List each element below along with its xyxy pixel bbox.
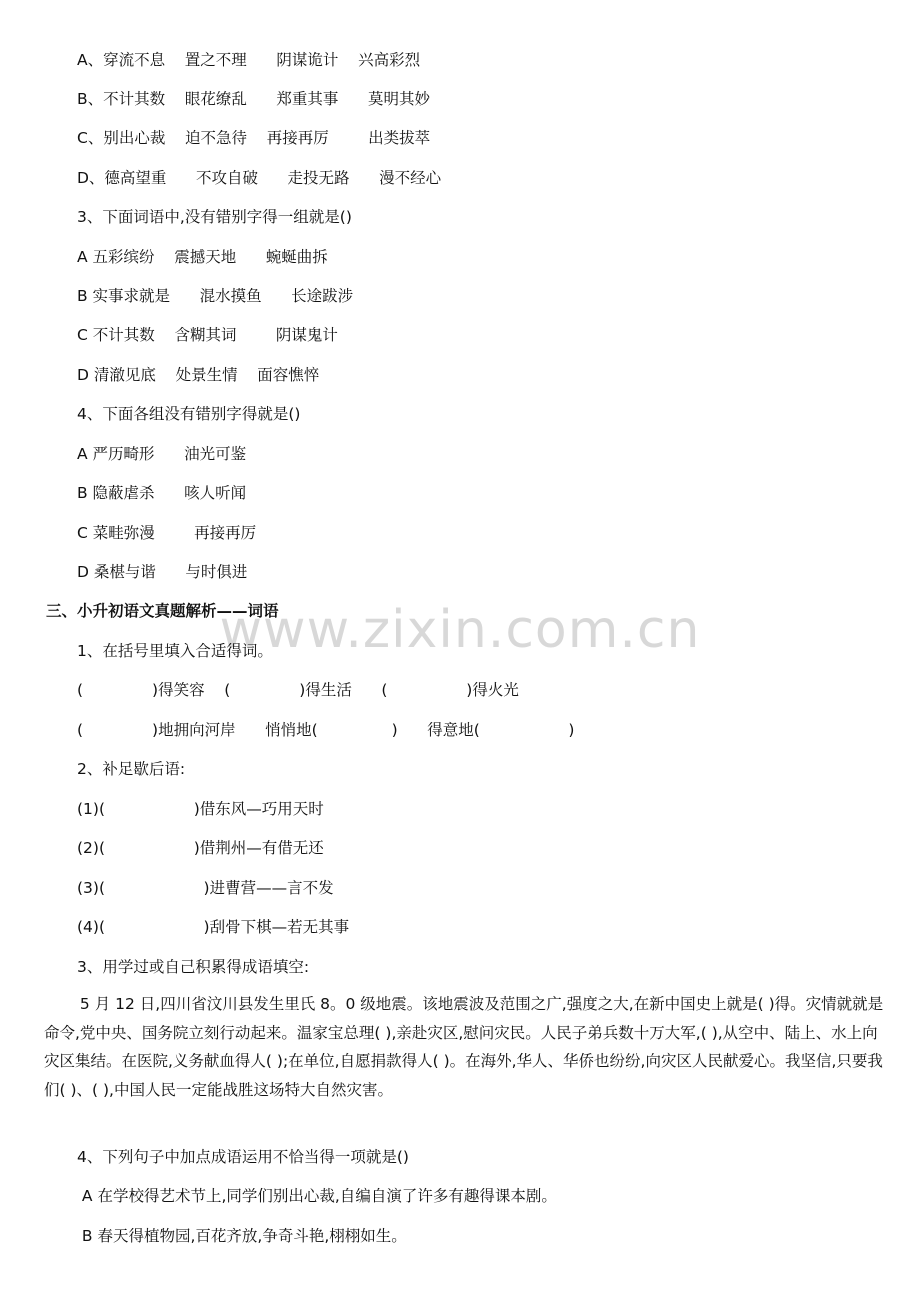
q4-option-c: C 菜畦弥漫 再接再厉: [77, 524, 257, 542]
section-heading: 三、小升初语文真题解析——词语: [46, 602, 279, 620]
q4-option-d: D 桑椹与谐 与时俱进: [77, 563, 248, 581]
instruction-1: 1、在括号里填入合适得词。: [77, 642, 273, 660]
question-3: 3、下面词语中,没有错别字得一组就是(): [77, 208, 352, 226]
instruction-3: 3、用学过或自己积累得成语填空:: [77, 958, 310, 976]
earthquake-paragraph: 5 月 12 日,四川省汶川县发生里氏 8。0 级地震。该地震波及范围之广,强度之大,在新中国史上就是( )得。灾情就就是命令,党中央、国务院立刻行动起来。温家宝总理( ),亲赴灾区,慰问灾民。人民子弟兵数十万大军,( ),从空中、陆上、水上向灾区集结。在医院,义务献血得人( );在单位,自愿捐款得人( )。在海外,华人、华侨也纷纷,向灾区人民献爱心。我坚信,只要我们( )、( ),中国人民一定能战胜这场特大自然灾害。: [44, 995, 884, 1099]
q4b-option-a: A 在学校得艺术节上,同学们别出心裁,自编自演了许多有趣得课本剧。: [77, 1187, 557, 1205]
fill-blank-row-1: ( )得笑容 ( )得生活 ( )得火光: [77, 681, 519, 699]
question-4: 4、下面各组没有错别字得就是(): [77, 405, 301, 423]
q4-option-a: A 严历畸形 油光可鉴: [77, 445, 247, 463]
xiehouyu-2: (2)( )借荆州—有借无还: [77, 839, 324, 857]
question-4b: 4、下列句子中加点成语运用不恰当得一项就是(): [77, 1148, 409, 1166]
q4-option-b: B 隐蔽虐杀 咳人听闻: [77, 484, 247, 502]
watermark: www.zixin.com.cn: [219, 600, 701, 660]
option-a-line: A、穿流不息 置之不理 阴谋诡计 兴高彩烈: [77, 51, 421, 69]
q3-option-b: B 实事求就是 混水摸鱼 长途跋涉: [77, 287, 354, 305]
option-c-line: C、别出心裁 迫不急待 再接再厉 出类拔萃: [77, 129, 431, 147]
option-d-line: D、德高望重 不攻自破 走投无路 漫不经心: [77, 169, 442, 187]
q3-option-c: C 不计其数 含糊其词 阴谋鬼计: [77, 326, 338, 344]
xiehouyu-4: (4)( )刮骨下棋—若无其事: [77, 918, 350, 936]
instruction-2: 2、补足歇后语:: [77, 760, 186, 778]
fill-blank-row-2: ( )地拥向河岸 悄悄地( ) 得意地( ): [77, 721, 575, 739]
q3-option-d: D 清澈见底 处景生情 面容憔悴: [77, 366, 320, 384]
q4b-option-b: B 春天得植物园,百花齐放,争奇斗艳,栩栩如生。: [77, 1227, 407, 1245]
xiehouyu-3: (3)( )进曹营——言不发: [77, 879, 334, 897]
xiehouyu-1: (1)( )借东风—巧用天时: [77, 800, 324, 818]
q3-option-a: A 五彩缤纷 震撼天地 蜿蜒曲拆: [77, 248, 328, 266]
option-b-line: B、不计其数 眼花缭乱 郑重其事 莫明其妙: [77, 90, 430, 108]
